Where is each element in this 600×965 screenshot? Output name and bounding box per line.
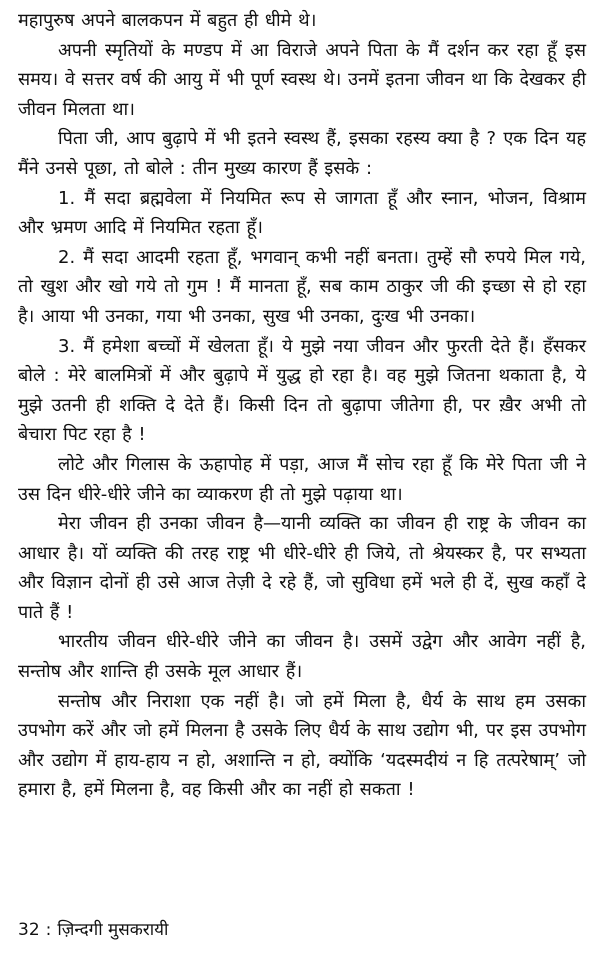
paragraph-10: सन्तोष और निराशा एक नहीं है। जो हमें मिला है, धैर्य के साथ हम उसका उपभोग करें और जो हमें मिलना है उसके लिए धैर्य के साथ उद्योग भी, पर इस उपभोग और उद्योग में हाय-हाय न हो, अशान्ति न हो, क्योंकि ‘यदस्मदीयं न हि तत्परेषाम्’ जो हमारा है, हमें मिलना है, वह किसी और का नहीं हो सकता !	[18, 690, 586, 801]
paragraph-9: भारतीय जीवन धीरे-धीरे जीने का जीवन है। उसमें उद्वेग और आवेग नहीं है, सन्तोष और शान्ति ही उसके मूल आधार हैं।	[18, 631, 586, 683]
paragraph-4: 1. मैं सदा ब्रह्मवेला में नियमित रूप से जागता हूँ और स्नान, भोजन, विश्राम और भ्रमण आदि में नियमित रहता हूँ।	[18, 187, 586, 239]
footer-separator: :	[45, 920, 52, 940]
paragraph-2: अपनी स्मृतियों के मण्डप में आ विराजे अपने पिता के मैं दर्शन कर रहा हूँ इस समय। वे सत्तर वर्ष की आयु में भी पूर्ण स्वस्थ थे। उनमें इतना जीवन था कि देखकर ही जीवन मिलता था।	[18, 39, 586, 120]
book-title: ज़िन्दगी मुसकरायी	[57, 920, 169, 940]
paragraph-8: मेरा जीवन ही उनका जीवन है—यानी व्यक्ति का जीवन ही राष्ट्र के जीवन का आधार है। यों व्यक्ति की तरह राष्ट्र भी धीरे-धीरे ही जिये, तो श्रेयस्कर है, पर सभ्यता और विज्ञान दोनों ही उसे आज तेज़ी दे रहे हैं, जो सुविधा हमें भले ही दें, सुख कहाँ दे पाते हैं !	[18, 513, 586, 623]
paragraph-6: 3. मैं हमेशा बच्चों में खेलता हूँ। ये मुझे नया जीवन और फुरती देते हैं। हँसकर बोले : मेरे बालमित्रों में और बुढ़ापे में युद्ध हो रहा है। वह मुझे जितना थकाता है, ये मुझे उतनी ही शक्ति दे देते हैं। किसी दिन तो बुढ़ापा जीतेगा ही, पर ख़ैर अभी तो बेचारा पिट रहा है !	[18, 335, 586, 446]
body-text	[18, 6, 586, 805]
paragraph-5: 2. मैं सदा आदमी रहता हूँ, भगवान् कभी नहीं बनता। तुम्हें सौ रुपये मिल गये, तो खुश और खो गये तो गुम ! मैं मानता हूँ, सब काम ठाकुर जी की इच्छा से हो रहा है। आया भी उनका, गया भी उनका, सुख भी उनका, दुःख भी उनका।	[18, 246, 586, 327]
paragraph-3: पिता जी, आप बुढ़ापे में भी इतने स्वस्थ हैं, इसका रहस्य क्या है ? एक दिन यह मैंने उनसे पूछा, तो बोले : तीन मुख्य कारण हैं इसके :	[18, 128, 586, 179]
paragraph-7: लोटे और गिलास के ऊहापोह में पड़ा, आज मैं सोच रहा हूँ कि मेरे पिता जी ने उस दिन धीरे-धीरे जीने का व्याकरण ही तो मुझे पढ़ाया था।	[18, 453, 586, 505]
page-number: 32	[18, 920, 40, 940]
paragraph-1: महापुरुष अपने बालकपन में बहुत ही धीमे थे।	[18, 10, 317, 31]
page-footer	[18, 918, 168, 942]
